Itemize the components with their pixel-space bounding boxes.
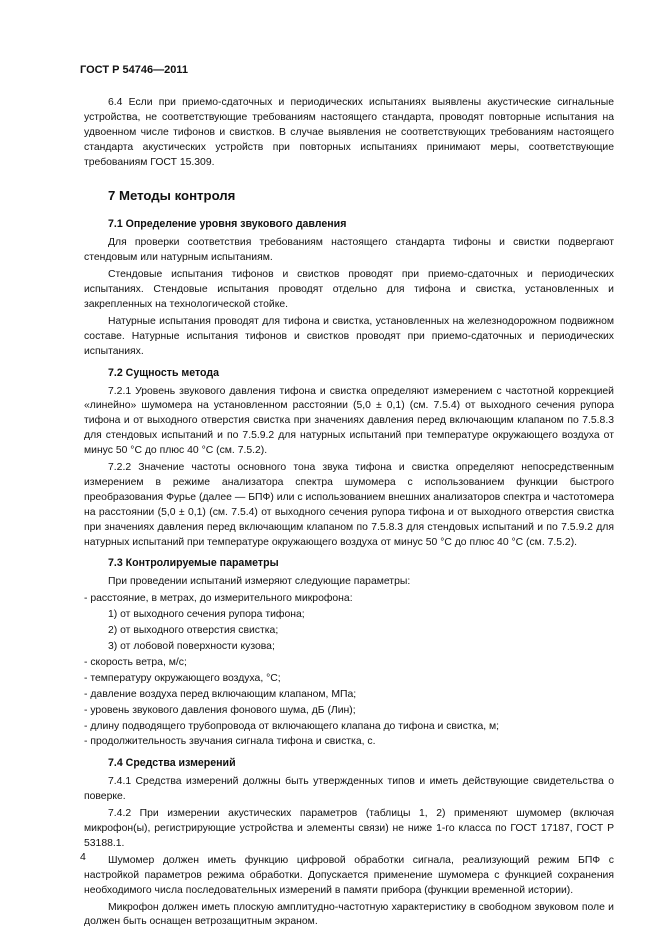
parameters-intro: При проведении испытаний измеряют следующие параметры: [108,576,411,588]
list-item: - продолжительность звучания сигнала тифона и свистка, с. [84,736,376,748]
paragraph: Для проверки соответствия требованиям настоящего стандарта тифоны и свистки подвергают стендовым или натурным испытаниям. [84,237,614,264]
paragraph: Микрофон должен иметь плоскую амплитудно-частотную характеристику в свободном звуковом поле и должен быть оснащен ветрозащитным экраном. [84,901,614,928]
paragraph: Стендовые испытания тифонов и свистков проводят при приемо-сдаточных и периодических испытаниях. Стендовые испытания проводят отдельно для тифона и свистка, установленных и закрепленных на технологической стойке. [84,269,614,310]
paragraph-6-4: 6.4 Если при приемо-сдаточных и периодических испытаниях выявлены акустические сигнальные устройства, не соответствующие требованиям настоящего стандарта, проводят повторные испытания на удвоенном числе тифонов и свистков. В случае выявления не соответствующих требованиям настоящего стандарта акустических устройств при повторных испытаниях принимают меры, соответствующие требованиям ГОСТ 15.309. [84,97,614,168]
paragraph-7-4-2: 7.4.2 При измерении акустических параметров (таблицы 1, 2) применяют шумомер (включая микрофон(ы), регистрирующие устройства и элементы связи) не ниже 1-го класса по ГОСТ 17187, ГОСТ Р 53188.1. [84,808,614,849]
subsection-7-3-title: 7.3 Контролируемые параметры [108,557,279,570]
list-item: - длину подводящего трубопровода от включающего клапана до тифона и свистка, м; [84,720,500,732]
page-number: 4 [80,851,86,863]
paragraph-7-2-1: 7.2.1 Уровень звукового давления тифона и свистка определяют измерением с частотной коррекцией «линейно» шумомера на установленном расстоянии (5,0 ± 0,1) (см. 7.5.4) от выходного сечения рупора тифона и от выходного отверстия свистка при значениях давления перед включающим клапаном по 7.5.8.3 для стендовых испытаний и по 7.5.9.2 для натурных испытаний при температуре окружающего воздуха от минус 50 °C до плюс 40 °C (см. 7.5.2). [84,385,614,457]
numbered-item: 3) от лобовой поверхности кузова; [108,641,275,652]
list-item: - расстояние, в метрах, до измерительного микрофона: [84,593,353,605]
paragraph: Шумомер должен иметь функцию цифровой обработки сигнала, реализующий режим БПФ с настройкой параметров режима обработки. Допускается применение шумомера с функцией сохранения необходимого числа последовательных измерений в памяти прибора (функции временной истории). [84,854,614,896]
list-item: - температуру окружающего воздуха, °C; [84,672,281,684]
paragraph-7-4-1: 7.4.1 Средства измерений должны быть утвержденных типов и иметь действующие свидетельства о поверке. [84,776,614,803]
numbered-item: 2) от выходного отверстия свистка; [108,625,279,637]
subsection-7-2-title: 7.2 Сущность метода [108,366,220,379]
paragraph-7-2-2: 7.2.2 Значение частоты основного тона звука тифона и свистка определяют непосредственным измерением в режиме анализатора спектра шумомера с использованием функции быстрого преобразования Фурье (далее — БПФ) или с использованием внешних анализаторов спектра и частотомера на расстоянии (5,0 ± 0,1) (см. 7.5.4) от выходного сечения рупора тифона и от выходного отверстия свистка при значениях давления перед включающим клапаном по 7.5.8.3 для стендовых испытаний и по 7.5.9.2 для натурных испытаний при температуре окружающего воздуха от минус 50 °C до плюс 40 °C (см. 7.5.2). [84,462,614,548]
paragraph: Натурные испытания проводят для тифона и свистка, установленных на железнодорожном подвижном составе. Натурные испытания тифонов и свистков проводят при приемо-сдаточных и периодических испытаниях. [84,315,614,357]
section-7-title: 7 Методы контроля [108,187,236,203]
list-item: - давление воздуха перед включающим клапаном, МПа; [84,688,357,700]
list-item: - уровень звукового давления фонового шума, дБ (Лин); [84,704,356,716]
numbered-item: 1) от выходного сечения рупора тифона; [108,609,305,621]
list-item: - скорость ветра, м/с; [84,656,187,668]
document-body [84,96,614,932]
document-header: ГОСТ Р 54746—2011 [80,64,188,76]
subsection-7-4-title: 7.4 Средства измерений [108,757,236,770]
subsection-7-1-title: 7.1 Определение уровня звукового давления [108,218,347,231]
